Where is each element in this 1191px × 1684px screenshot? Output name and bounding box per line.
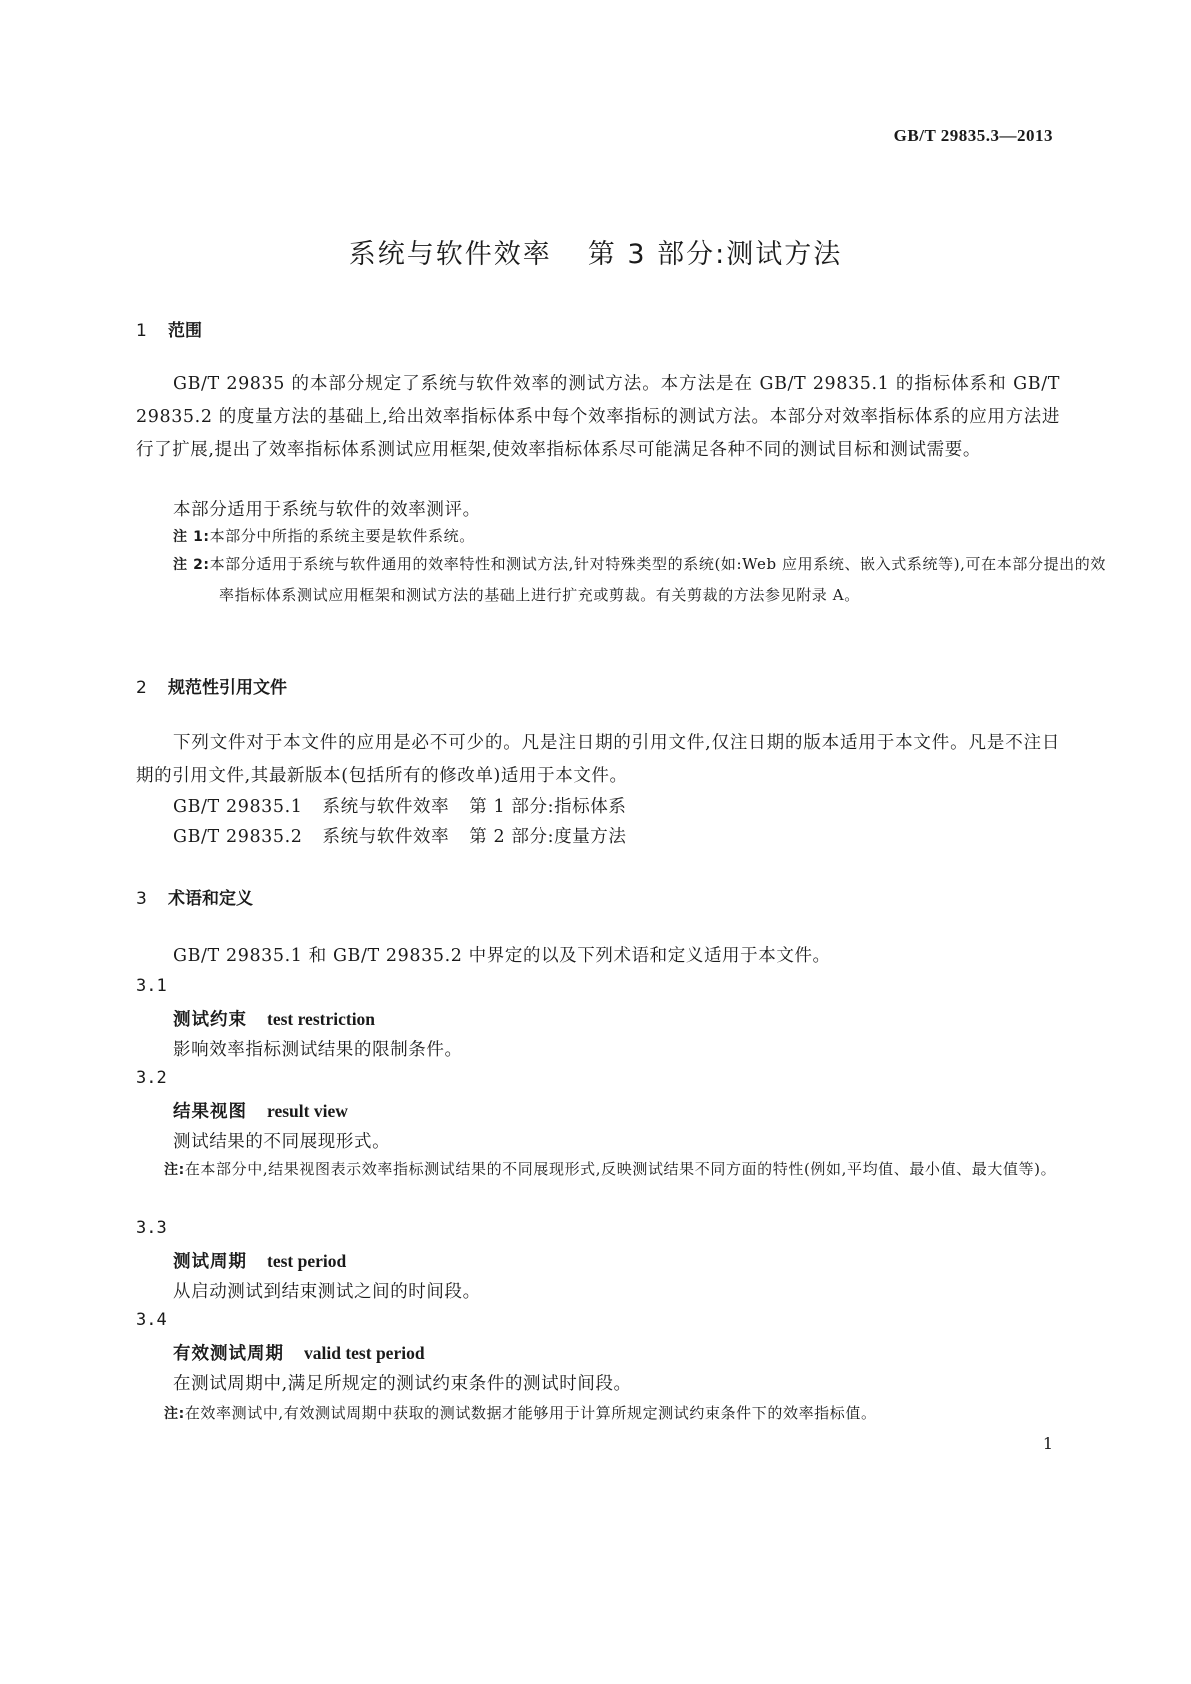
term-en: valid test period xyxy=(304,1343,425,1363)
term-note xyxy=(164,1398,1060,1429)
section-1-paragraph-2: 本部分适用于系统与软件的效率测评。 xyxy=(173,500,481,520)
section-title: 范围 xyxy=(168,321,202,341)
title-main: 系统与软件效率 xyxy=(348,239,552,270)
section-2-heading xyxy=(136,673,287,698)
note-label: 注 2: xyxy=(173,557,210,573)
section-3-heading xyxy=(136,884,253,909)
note-2 xyxy=(173,549,1106,610)
term-number: 3.3 xyxy=(136,1218,167,1238)
term-en: result view xyxy=(267,1101,348,1121)
section-number: 1 xyxy=(136,321,147,341)
term-definition: 从启动测试到结束测试之间的时间段。 xyxy=(173,1282,481,1302)
term-number: 3.1 xyxy=(136,976,167,996)
term-en: test period xyxy=(267,1251,347,1271)
note-text: 在效率测试中,有效测试周期中获取的测试数据才能够用于计算所规定测试约束条件下的效率指标值。 xyxy=(184,1404,877,1422)
section-1-heading xyxy=(136,316,202,341)
note-1 xyxy=(173,521,1060,552)
section-number: 3 xyxy=(136,889,147,909)
term-en: test restriction xyxy=(267,1009,376,1029)
reference-code: GB/T 29835.1 xyxy=(173,797,303,817)
note-text: 在本部分中,结果视图表示效率指标测试结果的不同展现形式,反映测试结果不同方面的特性(例如,平均值、最小值、最大值等)。 xyxy=(184,1160,1057,1178)
document-title xyxy=(0,232,1191,271)
term-zh: 结果视图 xyxy=(173,1102,247,1122)
term-zh: 有效测试周期 xyxy=(173,1344,284,1364)
term-definition: 测试结果的不同展现形式。 xyxy=(173,1132,391,1152)
standard-number: GB/T 29835.3—2013 xyxy=(893,126,1053,145)
note-label: 注 1: xyxy=(173,529,210,545)
note-text: 本部分中所指的系统主要是软件系统。 xyxy=(209,527,475,545)
term-zh: 测试约束 xyxy=(173,1010,247,1030)
section-title: 规范性引用文件 xyxy=(168,678,287,698)
reference-part: 第 2 部分:度量方法 xyxy=(469,827,627,847)
reference-part: 第 1 部分:指标体系 xyxy=(469,797,627,817)
term-definition: 在测试周期中,满足所规定的测试约束条件的测试时间段。 xyxy=(173,1374,632,1394)
term-definition: 影响效率指标测试结果的限制条件。 xyxy=(173,1040,463,1060)
page-number: 1 xyxy=(1042,1434,1053,1453)
section-2-paragraph-1: 下列文件对于本文件的应用是必不可少的。凡是注日期的引用文件,仅注日期的版本适用于本文件。凡是不注日期的引用文件,其最新版本(包括所有的修改单)适用于本文件。 xyxy=(136,733,1060,786)
section-1-paragraph-1: GB/T 29835 的本部分规定了系统与软件效率的测试方法。本方法是在 GB/T 29835.1 的指标体系和 GB/T 29835.2 的度量方法的基础上,给出效率指标体系中每个效率指标的测试方法。本部分对效率指标体系的应用方法进行了扩展,提出了效率指标体系测试应用框架,使效率指标体系尽可能满足各种不同的测试目标和测试需要。 xyxy=(136,374,1060,460)
term-heading xyxy=(173,1098,348,1123)
reference-title: 系统与软件效率 xyxy=(322,797,450,817)
normative-reference-2 xyxy=(173,823,627,848)
reference-title: 系统与软件效率 xyxy=(322,827,450,847)
note-label: 注: xyxy=(164,1406,185,1422)
normative-reference-1 xyxy=(173,793,627,818)
reference-code: GB/T 29835.2 xyxy=(173,827,303,847)
section-3-paragraph-1: GB/T 29835.1 和 GB/T 29835.2 中界定的以及下列术语和定义适用于本文件。 xyxy=(173,946,831,966)
term-number: 3.2 xyxy=(136,1068,167,1088)
note-text: 本部分适用于系统与软件通用的效率特性和测试方法,针对特殊类型的系统(如:Web 应用系统、嵌入式系统等),可在本部分提出的效率指标体系测试应用框架和测试方法的基础上进行扩充或剪裁。有关剪裁的方法参见附录 A。 xyxy=(209,555,1106,604)
term-number: 3.4 xyxy=(136,1310,167,1330)
term-heading xyxy=(173,1248,346,1273)
section-number: 2 xyxy=(136,678,147,698)
term-heading xyxy=(173,1340,425,1365)
note-label: 注: xyxy=(164,1162,185,1178)
term-zh: 测试周期 xyxy=(173,1252,247,1272)
term-heading xyxy=(173,1006,375,1031)
title-part: 第 3 部分:测试方法 xyxy=(587,239,843,270)
section-title: 术语和定义 xyxy=(168,889,253,909)
term-note xyxy=(164,1154,1098,1185)
